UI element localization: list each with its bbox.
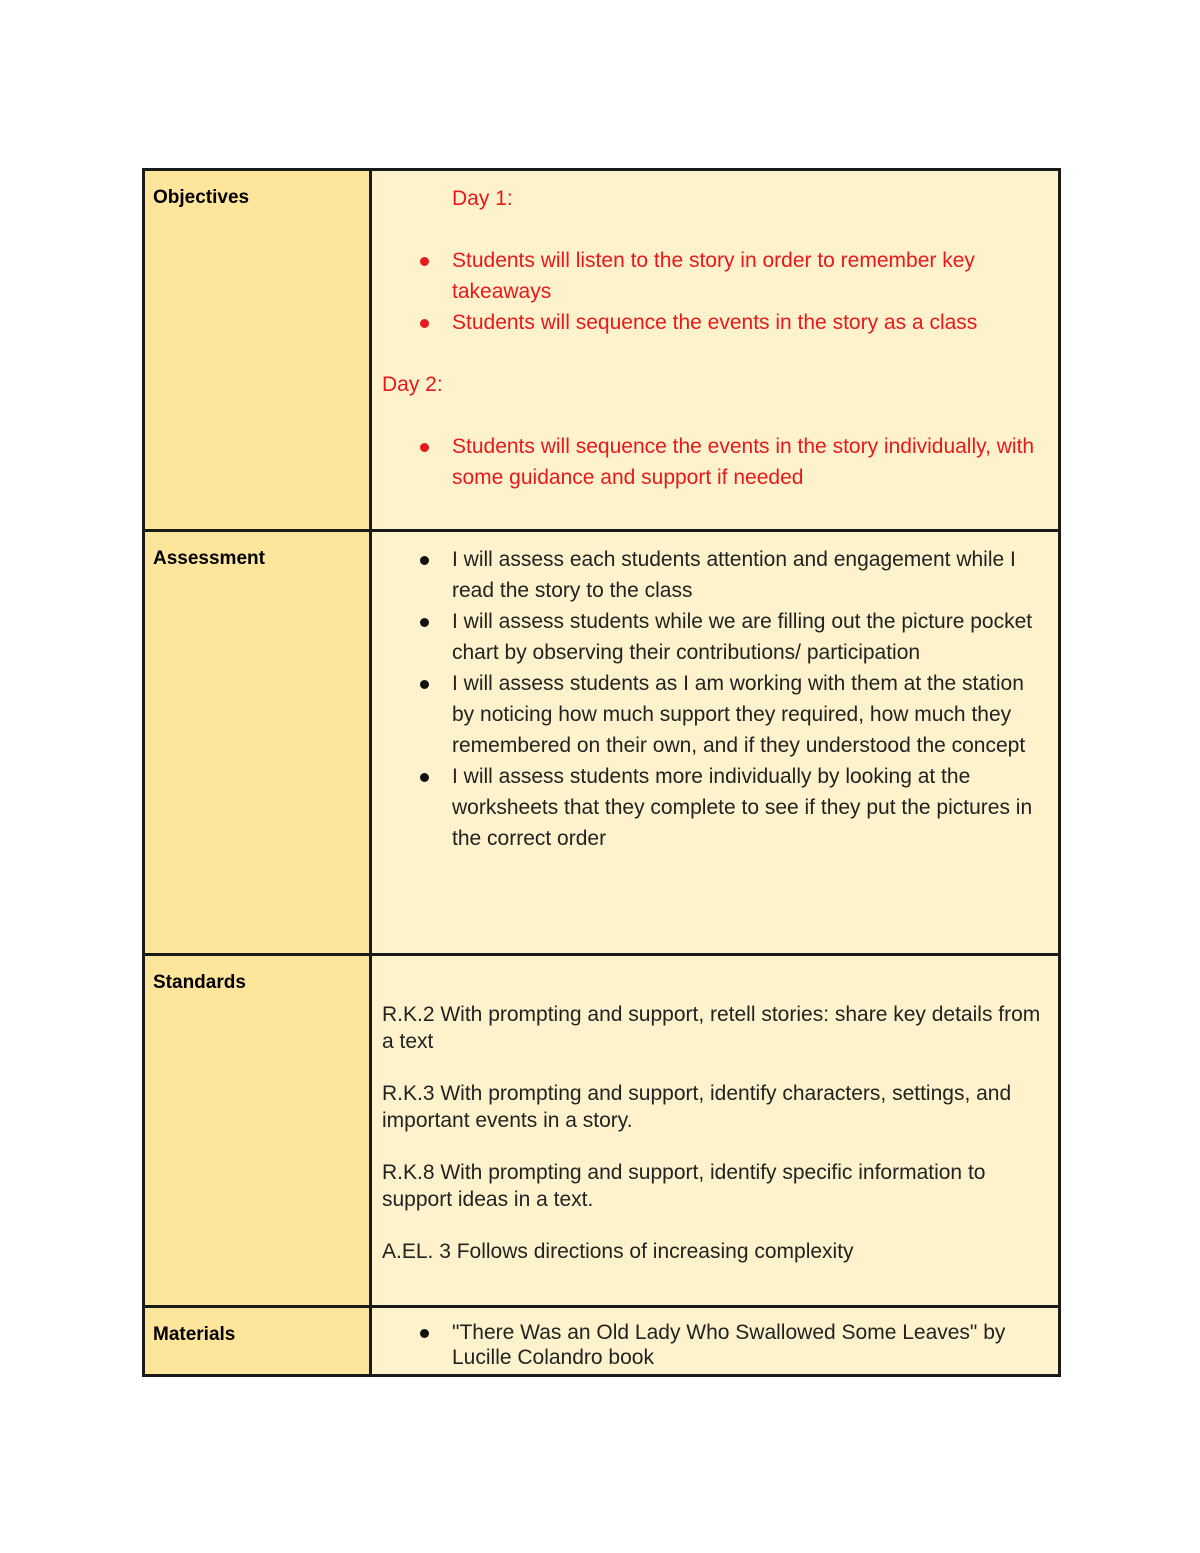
standards-content	[372, 956, 1058, 1265]
list-item: I will assess students more individually by looking at the worksheets that they complete to see if they put the pictures in the correct order	[382, 761, 1048, 854]
list-item: I will assess students while we are filling out the picture pocket chart by observing their contributions/ participation	[382, 606, 1048, 668]
materials-row	[144, 1307, 1060, 1376]
day2-heading: Day 2:	[382, 373, 443, 396]
day2-objectives-list	[382, 431, 1048, 493]
bullet-icon	[420, 1329, 429, 1338]
bullet-icon	[420, 680, 429, 689]
materials-list	[382, 1320, 1048, 1370]
standards-label-cell	[144, 955, 371, 1307]
standards-row	[144, 955, 1060, 1307]
bullet-icon	[420, 556, 429, 565]
materials-content	[372, 1308, 1058, 1370]
lesson-plan-table	[142, 168, 1061, 1377]
objectives-content-cell	[371, 170, 1060, 531]
assessment-content-cell	[371, 531, 1060, 955]
assessment-list	[382, 544, 1048, 854]
standard-item: R.K.2 With prompting and support, retell stories: share key details from a text	[382, 1003, 1041, 1053]
list-item: "There Was an Old Lady Who Swallowed Some Leaves" by Lucille Colandro book	[382, 1320, 1048, 1370]
assessment-row	[144, 531, 1060, 955]
materials-content-cell	[371, 1307, 1060, 1376]
standard-item: R.K.3 With prompting and support, identify characters, settings, and important events in a story.	[382, 1082, 1012, 1132]
standard-item: A.EL. 3 Follows directions of increasing complexity	[382, 1240, 854, 1263]
standards-label: Standards	[153, 972, 246, 993]
objectives-label-cell	[144, 170, 371, 531]
bullet-icon	[420, 257, 429, 266]
bullet-icon	[420, 618, 429, 627]
list-item: I will assess students as I am working with them at the station by noticing how much support they required, how much they remembered on their own, and if they understood the concept	[382, 668, 1048, 761]
list-item: Students will sequence the events in the story as a class	[382, 307, 1048, 338]
list-item: Students will sequence the events in the story individually, with some guidance and support if needed	[382, 431, 1048, 493]
assessment-label: Assessment	[153, 548, 265, 569]
materials-label-cell	[144, 1307, 371, 1376]
bullet-icon	[420, 319, 429, 328]
objectives-row	[144, 170, 1060, 531]
objectives-label: Objectives	[153, 187, 250, 208]
bullet-icon	[420, 773, 429, 782]
list-item: I will assess each students attention and engagement while I read the story to the class	[382, 544, 1048, 606]
materials-label: Materials	[153, 1324, 236, 1345]
standard-item: R.K.8 With prompting and support, identify specific information to support ideas in a text.	[382, 1161, 986, 1211]
day1-objectives-list	[382, 245, 1048, 338]
list-item: Students will listen to the story in order to remember key takeaways	[382, 245, 1048, 307]
assessment-label-cell	[144, 531, 371, 955]
day1-heading: Day 1:	[452, 187, 513, 210]
standards-content-cell	[371, 955, 1060, 1307]
objectives-content	[372, 171, 1058, 493]
assessment-content	[372, 532, 1058, 854]
bullet-icon	[420, 443, 429, 452]
